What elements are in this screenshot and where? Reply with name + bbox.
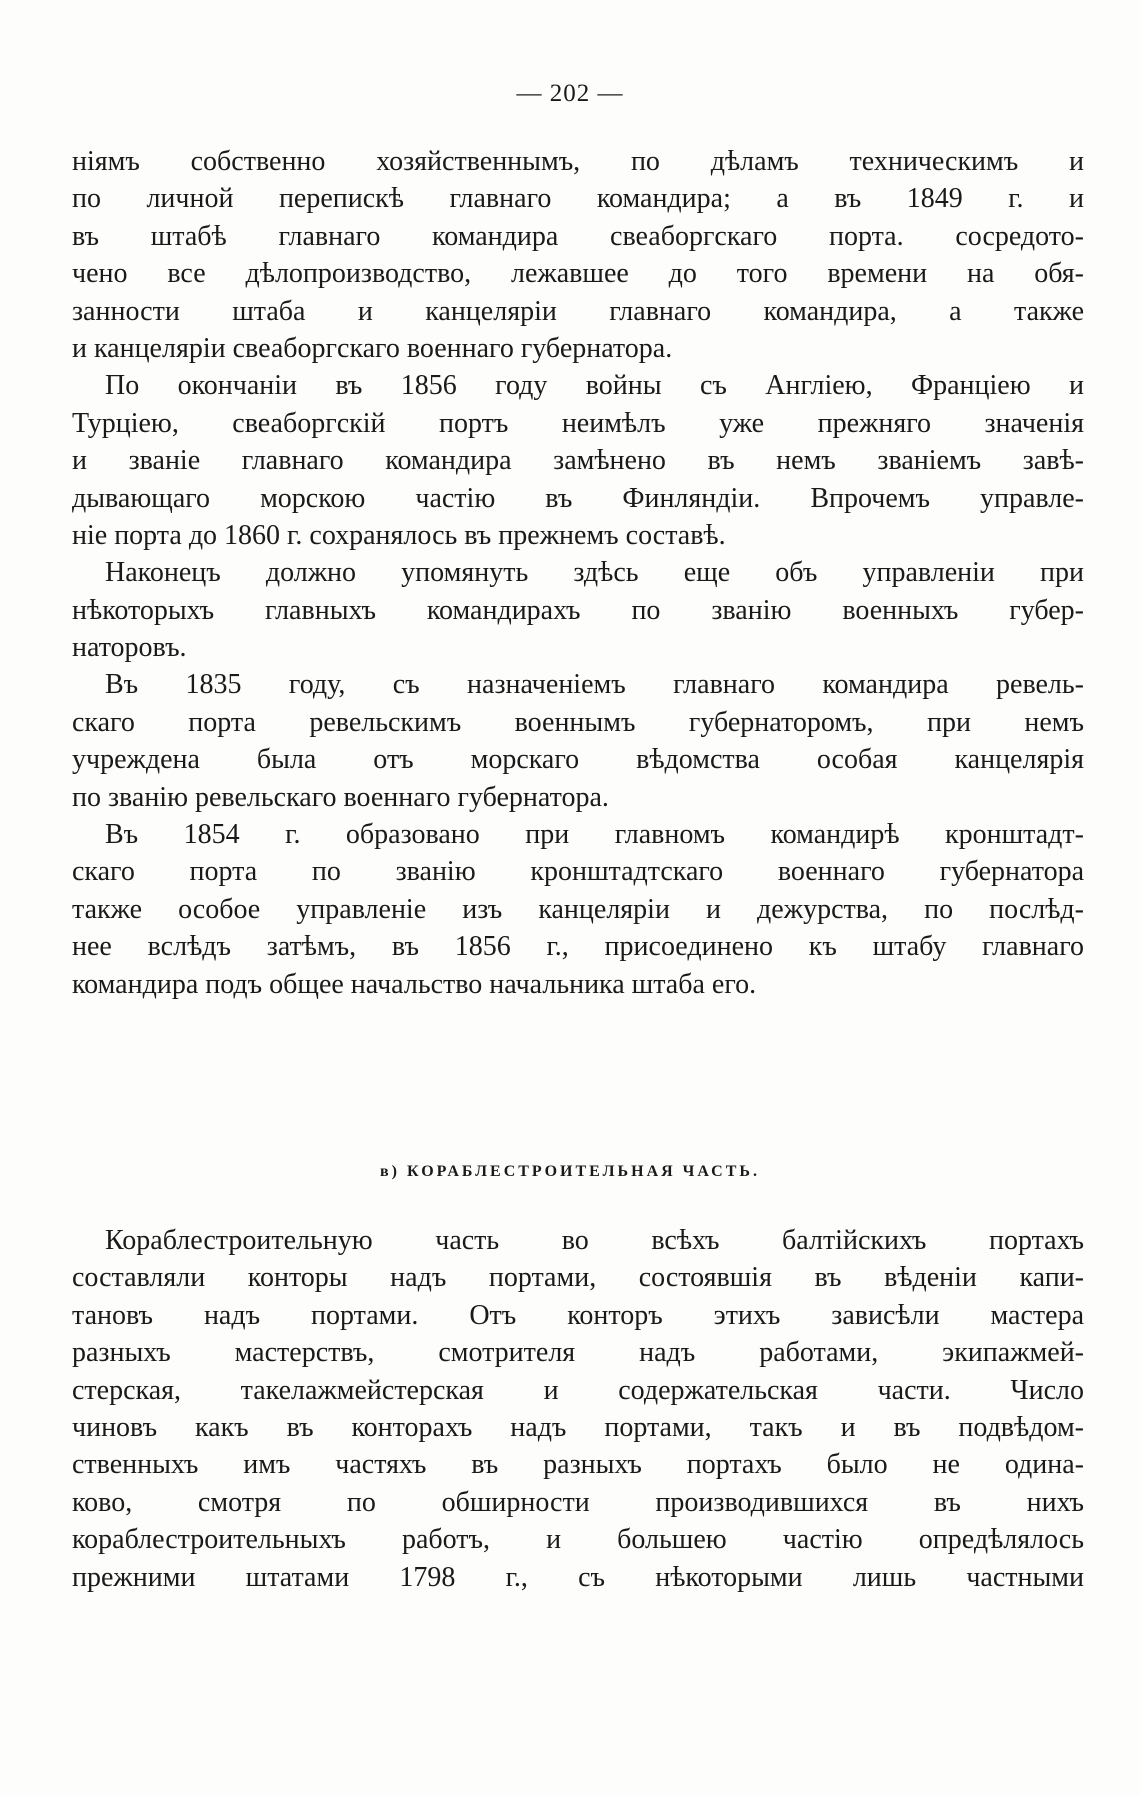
text-line: также особое управленіе изъ канцеляріи и дежурства, по послѣд- bbox=[72, 893, 1084, 925]
text-line: Кораблестроительную часть во всѣхъ балтійскихъ портахъ bbox=[105, 1225, 1084, 1256]
text-line: учреждена была отъ морскаго вѣдомства особая канцелярія bbox=[72, 744, 1084, 776]
text-line: Наконецъ должно упомянуть здѣсь еще объ управленіи при bbox=[105, 557, 1084, 589]
text-line: ніямъ собственно хозяйственнымъ, по дѣламъ техническимъ и bbox=[72, 146, 1084, 177]
text-line: по званію ревельскаго военнаго губернатора. bbox=[72, 781, 609, 813]
text-line: и званіе главнаго командира замѣнено въ немъ званіемъ завѣ- bbox=[72, 445, 1084, 477]
text-line: стерская, такелажмейстерская и содержательская части. Число bbox=[72, 1374, 1084, 1406]
text-line: тановъ надъ портами. Отъ конторъ этихъ зависѣли мастера bbox=[72, 1299, 1084, 1331]
text-line: занности штаба и канцеляріи главнаго командира, а также bbox=[72, 295, 1084, 327]
text-line: По окончаніи въ 1856 году войны съ Англіею, Франціею и bbox=[105, 370, 1084, 402]
text-line: ково, смотря по обширности производившихся въ нихъ bbox=[72, 1486, 1084, 1518]
text-line: по личной перепискѣ главнаго командира; а въ 1849 г. и bbox=[72, 183, 1084, 215]
text-line: Въ 1854 г. образовано при главномъ командирѣ кронштадт- bbox=[105, 819, 1084, 851]
text-line: дывающаго морскою частію въ Финляндіи. Впрочемъ управле- bbox=[72, 482, 1084, 514]
text-line: скаго порта по званію кронштадтскаго военнаго губернатора bbox=[72, 856, 1084, 888]
text-line: наторовъ. bbox=[72, 632, 187, 664]
text-block-bottom bbox=[72, 1222, 1084, 1596]
text-line: кораблестроительныхъ работъ, и большею частію опредѣлялось bbox=[72, 1524, 1084, 1556]
page-number: — 202 — bbox=[516, 80, 624, 107]
text-line: ственныхъ имъ частяхъ въ разныхъ портахъ было не одина- bbox=[72, 1449, 1084, 1481]
section-heading: в) КОРАБЛЕСТРОИТЕЛЬНАЯ ЧАСТЬ. bbox=[380, 1163, 760, 1180]
text-line: скаго порта ревельскимъ военнымъ губернаторомъ, при немъ bbox=[72, 706, 1084, 738]
text-block-top bbox=[72, 143, 1084, 1003]
text-line: Турціею, свеаборгскій портъ неимѣлъ уже прежняго значенія bbox=[72, 407, 1084, 439]
text-line: нее вслѣдъ затѣмъ, въ 1856 г., присоединено къ штабу главнаго bbox=[72, 931, 1084, 963]
text-line: прежними штатами 1798 г., съ нѣкоторыми лишь частными bbox=[72, 1561, 1084, 1593]
text-line: нѣкоторыхъ главныхъ командирахъ по званію военныхъ губер- bbox=[72, 594, 1084, 626]
text-line: и канцеляріи свеаборгскаго военнаго губернатора. bbox=[72, 332, 673, 364]
text-line: чиновъ какъ въ конторахъ надъ портами, такъ и въ подвѣдом- bbox=[72, 1411, 1084, 1443]
text-line: составляли конторы надъ портами, состоявшія въ вѣденіи капи- bbox=[72, 1262, 1084, 1294]
text-line: чено все дѣлопроизводство, лежавшее до того времени на обя- bbox=[72, 258, 1084, 290]
text-line: разныхъ мастерствъ, смотрителя надъ работами, экипажмей- bbox=[72, 1337, 1084, 1369]
text-line: Въ 1835 году, съ назначеніемъ главнаго командира ревель- bbox=[105, 669, 1084, 701]
text-line: ніе порта до 1860 г. сохранялось въ прежнемъ составѣ. bbox=[72, 519, 726, 551]
text-line: въ штабѣ главнаго командира свеаборгскаго порта. сосредото- bbox=[72, 220, 1084, 252]
text-line: командира подъ общее начальство начальника штаба его. bbox=[72, 968, 757, 1000]
